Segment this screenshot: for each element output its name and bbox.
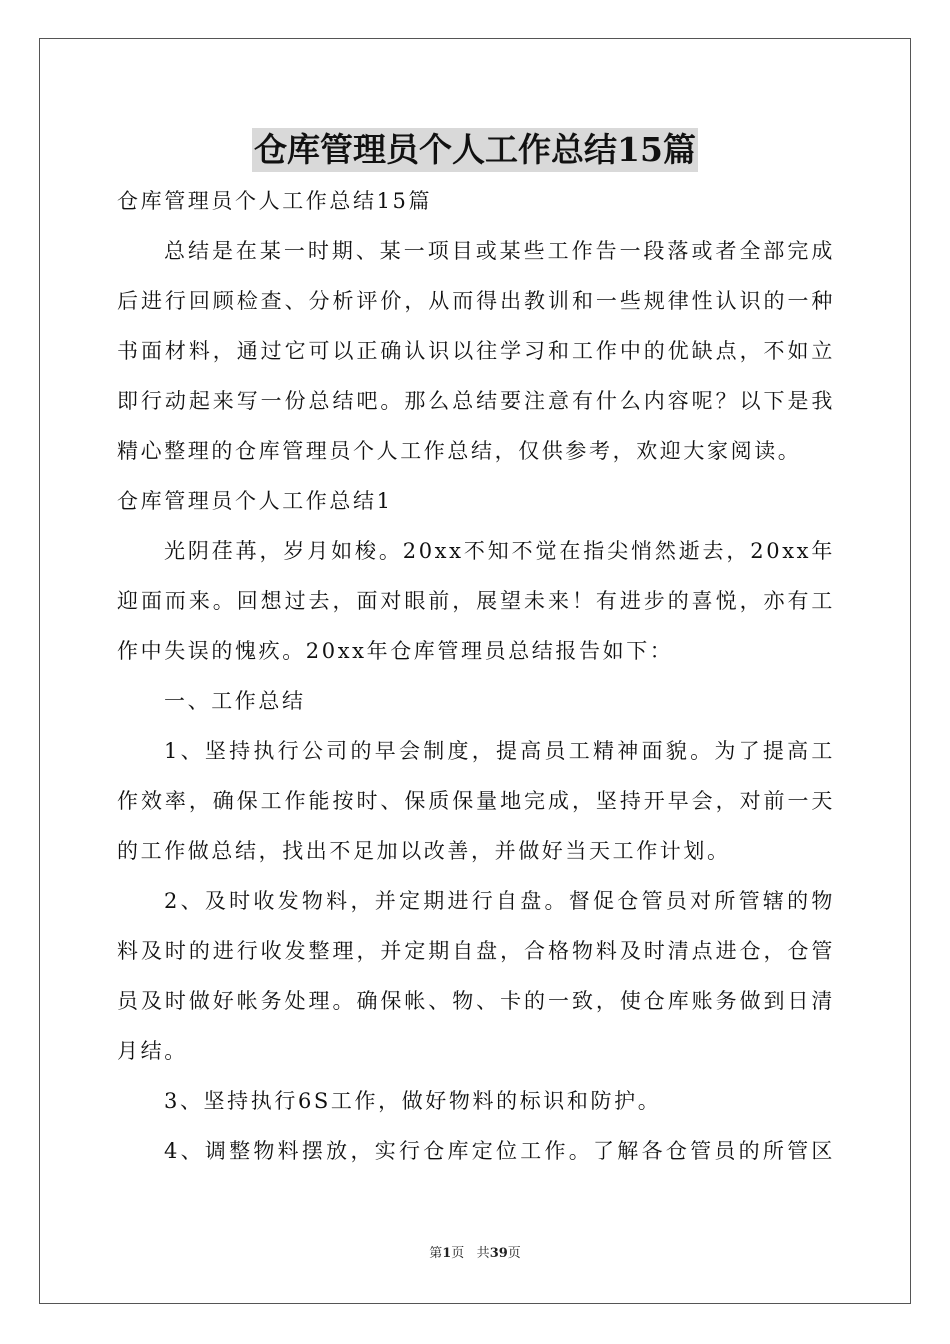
page-footer <box>0 1244 950 1264</box>
text-line: 书面材料，通过它可以正确认识以往学习和工作中的优缺点，不如立 <box>117 339 835 363</box>
text-line: 的工作做总结，找出不足加以改善，并做好当天工作计划。 <box>117 839 731 863</box>
footer-total-prefix: 共 <box>476 1246 490 1261</box>
document-body <box>117 176 835 1176</box>
text-line: 1、坚持执行公司的早会制度，提高员工精神面貌。为了提高工 <box>164 739 835 763</box>
text-line: 仓库管理员个人工作总结15篇 <box>117 189 433 213</box>
footer-total-pages: 39 <box>489 1246 508 1261</box>
title-container <box>0 128 950 172</box>
text-line: 一、工作总结 <box>164 689 306 713</box>
text-line: 2、及时收发物料，并定期进行自盘。督促仓管员对所管辖的物 <box>164 889 835 913</box>
text-line: 4、调整物料摆放，实行仓库定位工作。了解各仓管员的所管区 <box>164 1139 835 1163</box>
text-line: 后进行回顾检查、分析评价，从而得出教训和一些规律性认识的一种 <box>117 289 835 313</box>
text-line: 员及时做好帐务处理。确保帐、物、卡的一致，使仓库账务做到日清 <box>117 989 835 1013</box>
text-line: 仓库管理员个人工作总结1 <box>117 489 393 513</box>
text-line: 月结。 <box>117 1039 188 1063</box>
text-line: 料及时的进行收发整理，并定期自盘，合格物料及时清点进仓，仓管 <box>117 939 835 963</box>
text-line: 作效率，确保工作能按时、保质保量地完成，坚持开早会，对前一天 <box>117 789 835 813</box>
footer-page-suffix: 页 <box>451 1246 465 1261</box>
footer-page-prefix: 第 <box>429 1246 443 1261</box>
text-line: 总结是在某一时期、某一项目或某些工作告一段落或者全部完成 <box>164 239 835 263</box>
text-line: 光阴荏苒，岁月如梭。20xx不知不觉在指尖悄然逝去，20xx年 <box>164 539 835 563</box>
text-line: 作中失误的愧疚。20xx年仓库管理员总结报告如下： <box>117 639 674 663</box>
text-line: 迎面而来。回想过去，面对眼前，展望未来！有进步的喜悦，亦有工 <box>117 589 835 613</box>
text-line: 3、坚持执行6S工作，做好物料的标识和防护。 <box>164 1089 662 1113</box>
text-line: 精心整理的仓库管理员个人工作总结，仅供参考，欢迎大家阅读。 <box>117 439 802 463</box>
footer-page-number: 1 <box>442 1246 452 1261</box>
text-line: 即行动起来写一份总结吧。那么总结要注意有什么内容呢？以下是我 <box>117 389 835 413</box>
footer-total-suffix: 页 <box>507 1246 521 1261</box>
document-title: 仓库管理员个人工作总结15篇 <box>252 128 698 172</box>
